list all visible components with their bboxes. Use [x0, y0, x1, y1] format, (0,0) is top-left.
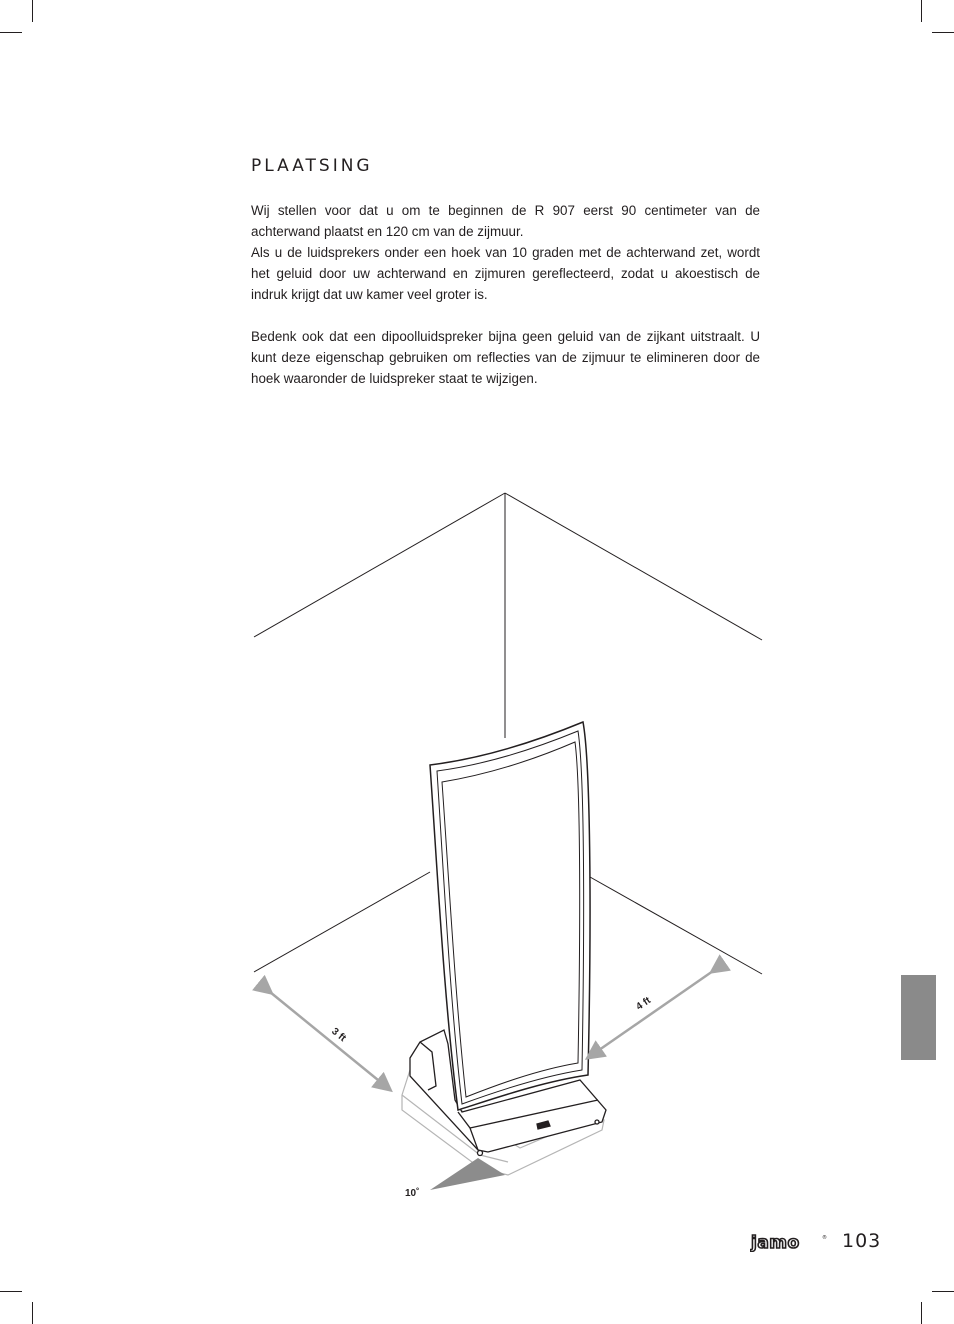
crop-mark-top-right-horizontal — [932, 32, 954, 33]
paragraph-dipole: Bedenk ook dat een dipoolluidspreker bijna geen geluid van de zijkant uitstraalt. U kunt deze eigenschap gebruiken om reflecties van de zijmuur te elimineren door de hoek waaronder de luidspreker staat te wijzigen. — [251, 329, 760, 386]
svg-text:®: ® — [822, 1235, 827, 1241]
crop-mark-bottom-right-vertical — [921, 1302, 922, 1324]
svg-text:jamo: jamo — [751, 1233, 800, 1252]
angle-label: 10˚ — [405, 1188, 420, 1199]
paragraph-angle: Als u de luidsprekers onder een hoek van 10 graden met de achterwand zet, wordt het geluid door uw achterwand en zijmuren gereflecteerd, zodat u akoestisch de indruk krijgt dat uw kamer veel groter is. — [251, 245, 760, 302]
section-title: PLAATSING — [251, 156, 373, 176]
distance-arrow-left — [270, 992, 389, 1089]
chapter-tab — [901, 975, 936, 1060]
crop-mark-bottom-left-vertical — [32, 1302, 33, 1324]
crop-mark-top-right-vertical — [921, 0, 922, 22]
distance-label-left: 3 ft — [329, 1026, 348, 1045]
jamo-logo — [750, 1232, 828, 1252]
page-number: 103 — [842, 1230, 882, 1252]
crop-mark-bottom-left-horizontal — [0, 1291, 22, 1292]
paragraph-placement-distance: Wij stellen voor dat u om te beginnen de R 907 eerst 90 centimeter van de achterwand plaatst en 120 cm van de zijmuur. — [251, 203, 760, 239]
distance-label-right: 4 ft — [634, 995, 653, 1013]
crop-mark-top-left-vertical — [32, 0, 33, 22]
crop-mark-top-left-horizontal — [0, 32, 22, 33]
speaker-placement-diagram — [240, 480, 780, 1210]
speaker-panel — [430, 722, 590, 1110]
distance-arrow-right — [589, 971, 713, 1057]
crop-mark-bottom-right-horizontal — [932, 1291, 954, 1292]
body-text — [251, 200, 760, 389]
